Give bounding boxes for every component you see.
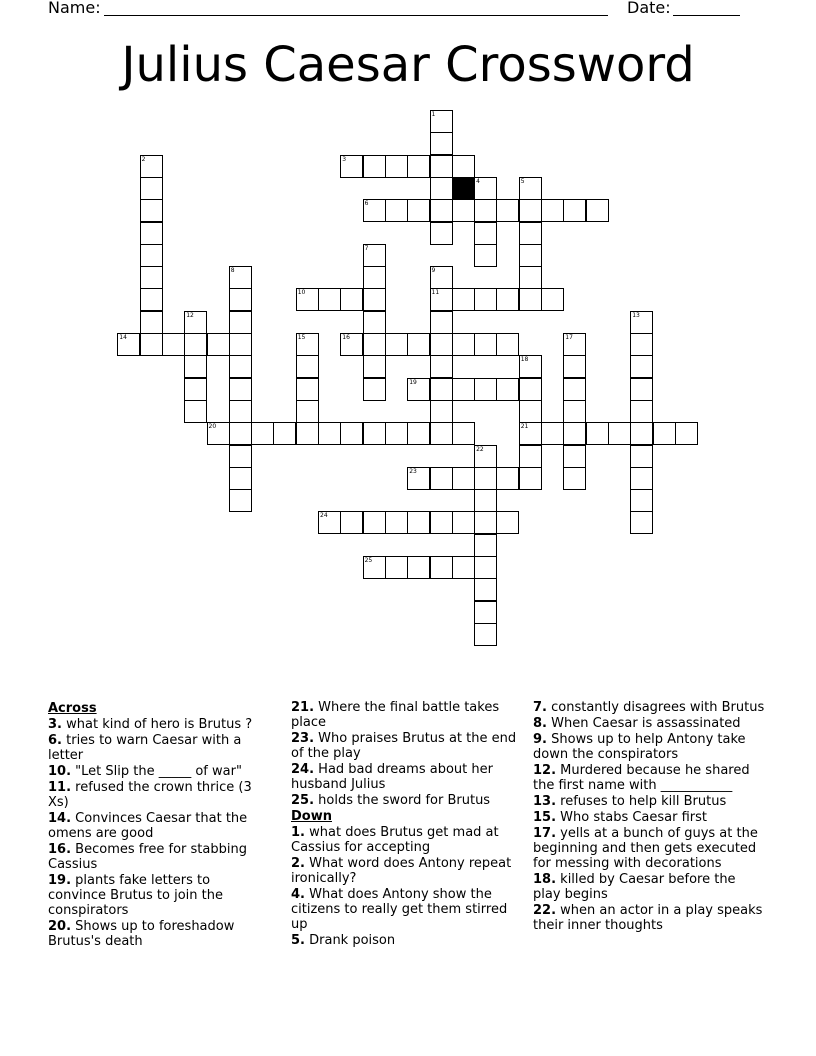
- grid-cell[interactable]: [541, 199, 564, 222]
- clue-across-24: [291, 762, 517, 792]
- clue-text: Who stabs Caesar first: [560, 810, 708, 825]
- grid-cell[interactable]: [630, 445, 653, 468]
- grid-cell[interactable]: [430, 400, 453, 423]
- grid-cell[interactable]: [407, 199, 430, 222]
- clue-across-21: [291, 700, 517, 730]
- clue-number-label: 2: [141, 155, 146, 163]
- clue-text: Where the final battle takes place: [291, 700, 500, 730]
- grid-cell[interactable]: [385, 511, 408, 534]
- clue-across-11: [48, 780, 264, 810]
- clue-number-label: 21: [520, 423, 529, 431]
- grid-cell[interactable]: [385, 333, 408, 356]
- clue-number-label: 16: [342, 334, 350, 341]
- clue-text: Who praises Brutus at the end of the play: [291, 731, 517, 761]
- grid-cell[interactable]: [519, 266, 542, 289]
- clue-number-label: 20: [208, 423, 217, 431]
- clue-number-label: 7: [364, 244, 369, 252]
- grid-cell[interactable]: [385, 155, 408, 178]
- grid-cell[interactable]: [630, 378, 653, 401]
- clue-number-label: 3: [342, 155, 347, 163]
- grid-cell[interactable]: [296, 422, 319, 445]
- grid-cell[interactable]: [474, 534, 497, 557]
- clue-number-label: 24: [320, 512, 328, 520]
- grid-cell[interactable]: [207, 333, 230, 356]
- clue-text: what kind of hero is Brutus ?: [66, 717, 253, 732]
- grid-cell[interactable]: [385, 556, 408, 579]
- grid-cell[interactable]: [563, 355, 586, 378]
- grid-cell[interactable]: [363, 422, 386, 445]
- grid-cell[interactable]: [430, 132, 453, 155]
- clue-down-7: [533, 700, 765, 715]
- clue-down-8: [533, 716, 765, 731]
- clue-down-12: [533, 763, 765, 793]
- clue-number: 12.: [533, 763, 557, 778]
- clue-number: 10.: [48, 764, 72, 779]
- grid-cell[interactable]: [229, 311, 252, 334]
- grid-cell[interactable]: [363, 199, 386, 222]
- grid-cell[interactable]: [340, 155, 363, 178]
- grid-cell[interactable]: [430, 333, 453, 356]
- clue-number: 7.: [533, 700, 547, 715]
- grid-cell[interactable]: [563, 333, 586, 356]
- grid-cell[interactable]: [229, 378, 252, 401]
- grid-cell[interactable]: [474, 222, 497, 245]
- grid-cell[interactable]: [407, 556, 430, 579]
- grid-cell[interactable]: [496, 288, 519, 311]
- clue-number-label: 19: [409, 378, 417, 386]
- clue-text: refused the crown thrice (3 Xs): [48, 780, 252, 810]
- clue-number: 16.: [48, 842, 72, 857]
- clue-number-label: 22: [476, 445, 484, 453]
- grid-cell[interactable]: [452, 467, 475, 490]
- clue-number: 1.: [291, 825, 305, 840]
- date-label: Date:: [627, 0, 671, 17]
- clue-number: 6.: [48, 733, 62, 748]
- clue-down-1: [291, 825, 517, 855]
- clue-number: 8.: [533, 716, 547, 731]
- grid-cell[interactable]: [363, 556, 386, 579]
- grid-cell[interactable]: [318, 288, 341, 311]
- grid-cell[interactable]: [452, 155, 475, 178]
- clue-text: Had bad dreams about her husband Julius: [291, 762, 493, 792]
- grid-cell[interactable]: [162, 333, 185, 356]
- clue-text: What does Antony show the citizens to really get them stirred up: [291, 887, 508, 932]
- clue-across-3: [48, 717, 264, 732]
- clue-across-14: [48, 811, 264, 841]
- grid-cell[interactable]: [474, 511, 497, 534]
- clue-text: refuses to help kill Brutus: [560, 794, 727, 809]
- grid-cell[interactable]: [430, 155, 453, 178]
- grid-cell[interactable]: [541, 422, 564, 445]
- grid-cell[interactable]: [296, 400, 319, 423]
- clue-number: 9.: [533, 732, 547, 747]
- clue-text: What word does Antony repeat ironically?: [291, 856, 512, 886]
- grid-cell[interactable]: [407, 333, 430, 356]
- grid-cell[interactable]: [519, 422, 542, 445]
- clue-across-20: [48, 919, 264, 949]
- grid-cell[interactable]: [563, 445, 586, 468]
- clue-number: 22.: [533, 903, 557, 918]
- grid-cell[interactable]: [519, 445, 542, 468]
- grid-cell[interactable]: [474, 601, 497, 624]
- grid-cell[interactable]: [496, 511, 519, 534]
- page-title: Julius Caesar Crossword: [121, 37, 695, 93]
- clue-number-label: 6: [364, 200, 369, 208]
- clue-text: Murdered because he shared the first name with ___________: [533, 763, 750, 793]
- grid-cell[interactable]: [140, 288, 163, 311]
- grid-cell[interactable]: [519, 400, 542, 423]
- grid-cell[interactable]: [229, 288, 252, 311]
- clue-text: Convinces Caesar that the omens are good: [48, 811, 248, 841]
- clue-down-4: [291, 887, 517, 932]
- grid-cell[interactable]: [363, 266, 386, 289]
- grid-cell[interactable]: [430, 511, 453, 534]
- grid-cell[interactable]: [273, 422, 296, 445]
- grid-cell[interactable]: [229, 355, 252, 378]
- clue-number-label: 13: [632, 311, 640, 319]
- clue-number-label: 12: [186, 311, 194, 319]
- grid-cell[interactable]: [430, 177, 453, 200]
- grid-cell[interactable]: [430, 556, 453, 579]
- clue-across-23: [291, 731, 517, 761]
- grid-cell[interactable]: [140, 333, 163, 356]
- clue-column-3: [533, 700, 765, 934]
- grid-cell[interactable]: [630, 400, 653, 423]
- grid-cell[interactable]: [452, 422, 475, 445]
- grid-cell[interactable]: [519, 467, 542, 490]
- grid-cell[interactable]: [452, 199, 475, 222]
- grid-cell[interactable]: [630, 467, 653, 490]
- grid-cell[interactable]: [363, 355, 386, 378]
- clue-down-22: [533, 903, 765, 933]
- grid-cell[interactable]: [474, 333, 497, 356]
- grid-cell[interactable]: [519, 177, 542, 200]
- grid-cell[interactable]: [140, 266, 163, 289]
- clue-number-label: 17: [565, 334, 573, 341]
- grid-cell[interactable]: [318, 511, 341, 534]
- grid-cell[interactable]: [430, 222, 453, 245]
- grid-cell[interactable]: [563, 467, 586, 490]
- grid-cell[interactable]: [474, 177, 497, 200]
- grid-cell[interactable]: [474, 378, 497, 401]
- grid-cell[interactable]: [452, 556, 475, 579]
- clue-number-label: 10: [297, 289, 306, 297]
- clue-number: 2.: [291, 856, 305, 871]
- clue-number: 5.: [291, 933, 305, 948]
- clue-number-label: 4: [476, 177, 480, 185]
- grid-cell[interactable]: [251, 422, 274, 445]
- grid-cell[interactable]: [563, 422, 586, 445]
- grid-cell[interactable]: [296, 378, 319, 401]
- grid-cell[interactable]: [519, 222, 542, 245]
- clue-number-label: 1: [431, 111, 436, 118]
- grid-cell[interactable]: [296, 355, 319, 378]
- grid-cell[interactable]: [519, 288, 542, 311]
- grid-cell[interactable]: [340, 511, 363, 534]
- grid-cell[interactable]: [340, 422, 363, 445]
- grid-cell[interactable]: [140, 311, 163, 334]
- clue-number: 24.: [291, 762, 315, 777]
- grid-cell[interactable]: [117, 333, 140, 356]
- grid-cell[interactable]: [474, 467, 497, 490]
- grid-cell[interactable]: [608, 422, 631, 445]
- clue-text: Shows up to help Antony take down the conspirators: [533, 732, 746, 762]
- grid-cell[interactable]: [407, 378, 430, 401]
- clue-number-label: 15: [297, 334, 306, 341]
- clue-text: constantly disagrees with Brutus: [551, 700, 765, 715]
- grid-cell[interactable]: [229, 266, 252, 289]
- clue-across-19: [48, 873, 264, 918]
- clue-text: When Caesar is assassinated: [551, 716, 741, 731]
- black-square: [452, 177, 475, 200]
- name-label: Name:: [48, 0, 101, 17]
- clue-down-13: [533, 794, 765, 809]
- grid-cell[interactable]: [452, 333, 475, 356]
- grid-cell[interactable]: [430, 467, 453, 490]
- grid-cell[interactable]: [363, 244, 386, 267]
- clue-down-5: [291, 933, 517, 948]
- grid-cell[interactable]: [474, 244, 497, 267]
- grid-cell[interactable]: [474, 556, 497, 579]
- grid-cell[interactable]: [563, 400, 586, 423]
- grid-cell[interactable]: [474, 445, 497, 468]
- clue-text: killed by Caesar before the play begins: [533, 872, 736, 902]
- grid-cell[interactable]: [229, 489, 252, 512]
- grid-cell[interactable]: [207, 422, 230, 445]
- clue-down-15: [533, 810, 765, 825]
- grid-cell[interactable]: [363, 311, 386, 334]
- clue-across-16: [48, 842, 264, 872]
- grid-cell[interactable]: [519, 199, 542, 222]
- grid-cell[interactable]: [496, 333, 519, 356]
- clue-number: 4.: [291, 887, 305, 902]
- grid-cell[interactable]: [184, 333, 207, 356]
- clue-down-2: [291, 856, 517, 886]
- grid-cell[interactable]: [318, 422, 341, 445]
- clue-column-1: [48, 700, 264, 950]
- clue-number: 21.: [291, 700, 315, 715]
- grid-cell[interactable]: [452, 288, 475, 311]
- grid-cell[interactable]: [184, 355, 207, 378]
- grid-cell[interactable]: [675, 422, 698, 445]
- grid-cell[interactable]: [563, 199, 586, 222]
- grid-cell[interactable]: [519, 378, 542, 401]
- grid-cell[interactable]: [452, 378, 475, 401]
- grid-cell[interactable]: [630, 422, 653, 445]
- grid-cell[interactable]: [430, 422, 453, 445]
- clue-number-label: 14: [119, 334, 127, 341]
- clue-across-25: [291, 793, 517, 808]
- clue-number: 18.: [533, 872, 557, 887]
- grid-cell[interactable]: [229, 422, 252, 445]
- clue-text: yells at a bunch of guys at the beginning and then gets executed for messing with decorations: [533, 826, 758, 871]
- grid-cell[interactable]: [363, 378, 386, 401]
- grid-cell[interactable]: [430, 311, 453, 334]
- grid-cell[interactable]: [496, 378, 519, 401]
- grid-cell[interactable]: [229, 445, 252, 468]
- grid-cell[interactable]: [363, 511, 386, 534]
- grid-cell[interactable]: [140, 199, 163, 222]
- grid-cell[interactable]: [184, 378, 207, 401]
- grid-cell[interactable]: [474, 288, 497, 311]
- clue-number: 3.: [48, 717, 62, 732]
- clue-number-label: 8: [230, 267, 235, 275]
- grid-cell[interactable]: [519, 244, 542, 267]
- grid-cell[interactable]: [653, 422, 676, 445]
- grid-cell[interactable]: [385, 199, 408, 222]
- grid-cell[interactable]: [340, 333, 363, 356]
- clue-number-label: 9: [431, 267, 436, 275]
- clue-number: 14.: [48, 811, 72, 826]
- clue-number-label: 5: [520, 177, 525, 185]
- grid-cell[interactable]: [140, 222, 163, 245]
- grid-cell[interactable]: [407, 155, 430, 178]
- grid-cell[interactable]: [184, 311, 207, 334]
- grid-cell[interactable]: [407, 467, 430, 490]
- clue-text: holds the sword for Brutus: [318, 793, 491, 808]
- clue-number: 20.: [48, 919, 72, 934]
- across-heading: Across: [48, 701, 97, 716]
- grid-cell[interactable]: [385, 422, 408, 445]
- grid-cell[interactable]: [630, 355, 653, 378]
- grid-cell[interactable]: [474, 578, 497, 601]
- clue-number: 17.: [533, 826, 557, 841]
- grid-cell[interactable]: [363, 333, 386, 356]
- down-heading: Down: [291, 809, 332, 824]
- grid-cell[interactable]: [586, 199, 609, 222]
- grid-cell[interactable]: [474, 623, 497, 646]
- grid-cell[interactable]: [296, 288, 319, 311]
- clue-number: 11.: [48, 780, 72, 795]
- grid-cell[interactable]: [541, 288, 564, 311]
- clue-number: 13.: [533, 794, 557, 809]
- grid-cell[interactable]: [630, 333, 653, 356]
- grid-cell[interactable]: [140, 177, 163, 200]
- grid-cell[interactable]: [630, 311, 653, 334]
- clue-down-9: [533, 732, 765, 762]
- grid-cell[interactable]: [407, 511, 430, 534]
- grid-cell[interactable]: [296, 333, 319, 356]
- grid-cell[interactable]: [430, 288, 453, 311]
- clue-text: Shows up to foreshadow Brutus's death: [48, 919, 235, 949]
- grid-cell[interactable]: [363, 288, 386, 311]
- grid-cell[interactable]: [229, 333, 252, 356]
- grid-cell[interactable]: [586, 422, 609, 445]
- grid-cell[interactable]: [184, 400, 207, 423]
- clue-number: 23.: [291, 731, 315, 746]
- grid-cell[interactable]: [430, 266, 453, 289]
- grid-cell[interactable]: [474, 489, 497, 512]
- clue-text: "Let Slip the _____ of war": [75, 764, 242, 779]
- clue-number: 19.: [48, 873, 72, 888]
- grid-cell[interactable]: [430, 355, 453, 378]
- clue-across-10: [48, 764, 264, 779]
- grid-cell[interactable]: [452, 511, 475, 534]
- clue-text: Drank poison: [309, 933, 396, 948]
- grid-cell[interactable]: [430, 110, 453, 133]
- clue-number-label: 11: [431, 289, 440, 297]
- clue-column-2: [291, 700, 517, 949]
- clue-text: tries to warn Caesar with a letter: [48, 733, 242, 763]
- grid-cell[interactable]: [229, 467, 252, 490]
- grid-cell[interactable]: [407, 422, 430, 445]
- clue-down-18: [533, 872, 765, 902]
- clue-number-label: 25: [364, 557, 373, 564]
- grid-cell[interactable]: [496, 199, 519, 222]
- grid-cell[interactable]: [430, 199, 453, 222]
- grid-cell[interactable]: [630, 489, 653, 512]
- clue-number: 15.: [533, 810, 557, 825]
- grid-cell[interactable]: [474, 199, 497, 222]
- grid-cell[interactable]: [430, 378, 453, 401]
- clue-number: 25.: [291, 793, 315, 808]
- grid-cell[interactable]: [363, 155, 386, 178]
- clue-text: what does Brutus get mad at Cassius for accepting: [291, 825, 499, 855]
- grid-cell[interactable]: [630, 511, 653, 534]
- clue-text: Becomes free for stabbing Cassius: [48, 842, 247, 872]
- grid-cell[interactable]: [340, 288, 363, 311]
- grid-cell[interactable]: [563, 378, 586, 401]
- clue-down-17: [533, 826, 765, 871]
- grid-cell[interactable]: [140, 244, 163, 267]
- clue-text: plants fake letters to convince Brutus to join the conspirators: [48, 873, 223, 918]
- clue-number-label: 18: [520, 356, 529, 364]
- grid-cell[interactable]: [140, 155, 163, 178]
- clue-across-6: [48, 733, 264, 763]
- grid-cell[interactable]: [496, 467, 519, 490]
- clue-text: when an actor in a play speaks their inner thoughts: [533, 903, 763, 933]
- clue-number-label: 23: [409, 467, 417, 475]
- grid-cell[interactable]: [229, 400, 252, 423]
- grid-cell[interactable]: [519, 355, 542, 378]
